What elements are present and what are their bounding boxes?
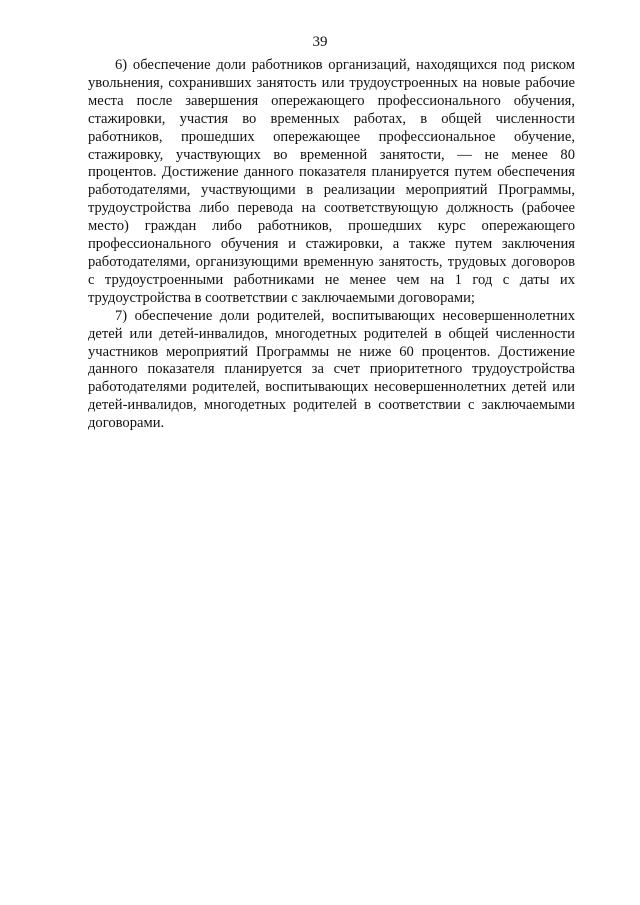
paragraph-item-7: 7) обеспечение доли родителей, воспитывающих несовершеннолетних детей или детей-инвалидов, многодетных родителей в общей численности участников мероприятий Программы не ниже 60 процентов. Достижение данного показателя планируется за счет приоритетного трудоустройства работодателями родителей, воспитывающих несовершеннолетних детей или детей-инвалидов, многодетных родителей в соответствии с заключаемыми договорами. bbox=[88, 307, 575, 432]
page-number: 39 bbox=[312, 34, 328, 50]
paragraph-item-6: 6) обеспечение доли работников организаций, находящихся под риском увольнения, сохранивших занятость или трудоустроенных на новые рабочие места после завершения опережающего профессионального обучения, стажировки, участия во временных работах, в общей численности работников, прошедших опережающее профессиональное обучение, стажировку, участвующих во временной занятости, — не менее 80 процентов. Достижение данного показателя планируется путем обеспечения работодателями, участвующими в реализации мероприятий Программы, трудоустройства либо перевода на соответствующую должность (рабочее место) граждан либо работников, прошедших курс опережающего профессионального обучения и стажировки, а также путем заключения работодателями, организующими временную занятость, трудовых договоров с трудоустроенными работниками не менее чем на 1 год с даты их трудоустройства в соответствии с заключаемыми договорами; bbox=[88, 57, 575, 306]
document-body bbox=[88, 57, 575, 433]
